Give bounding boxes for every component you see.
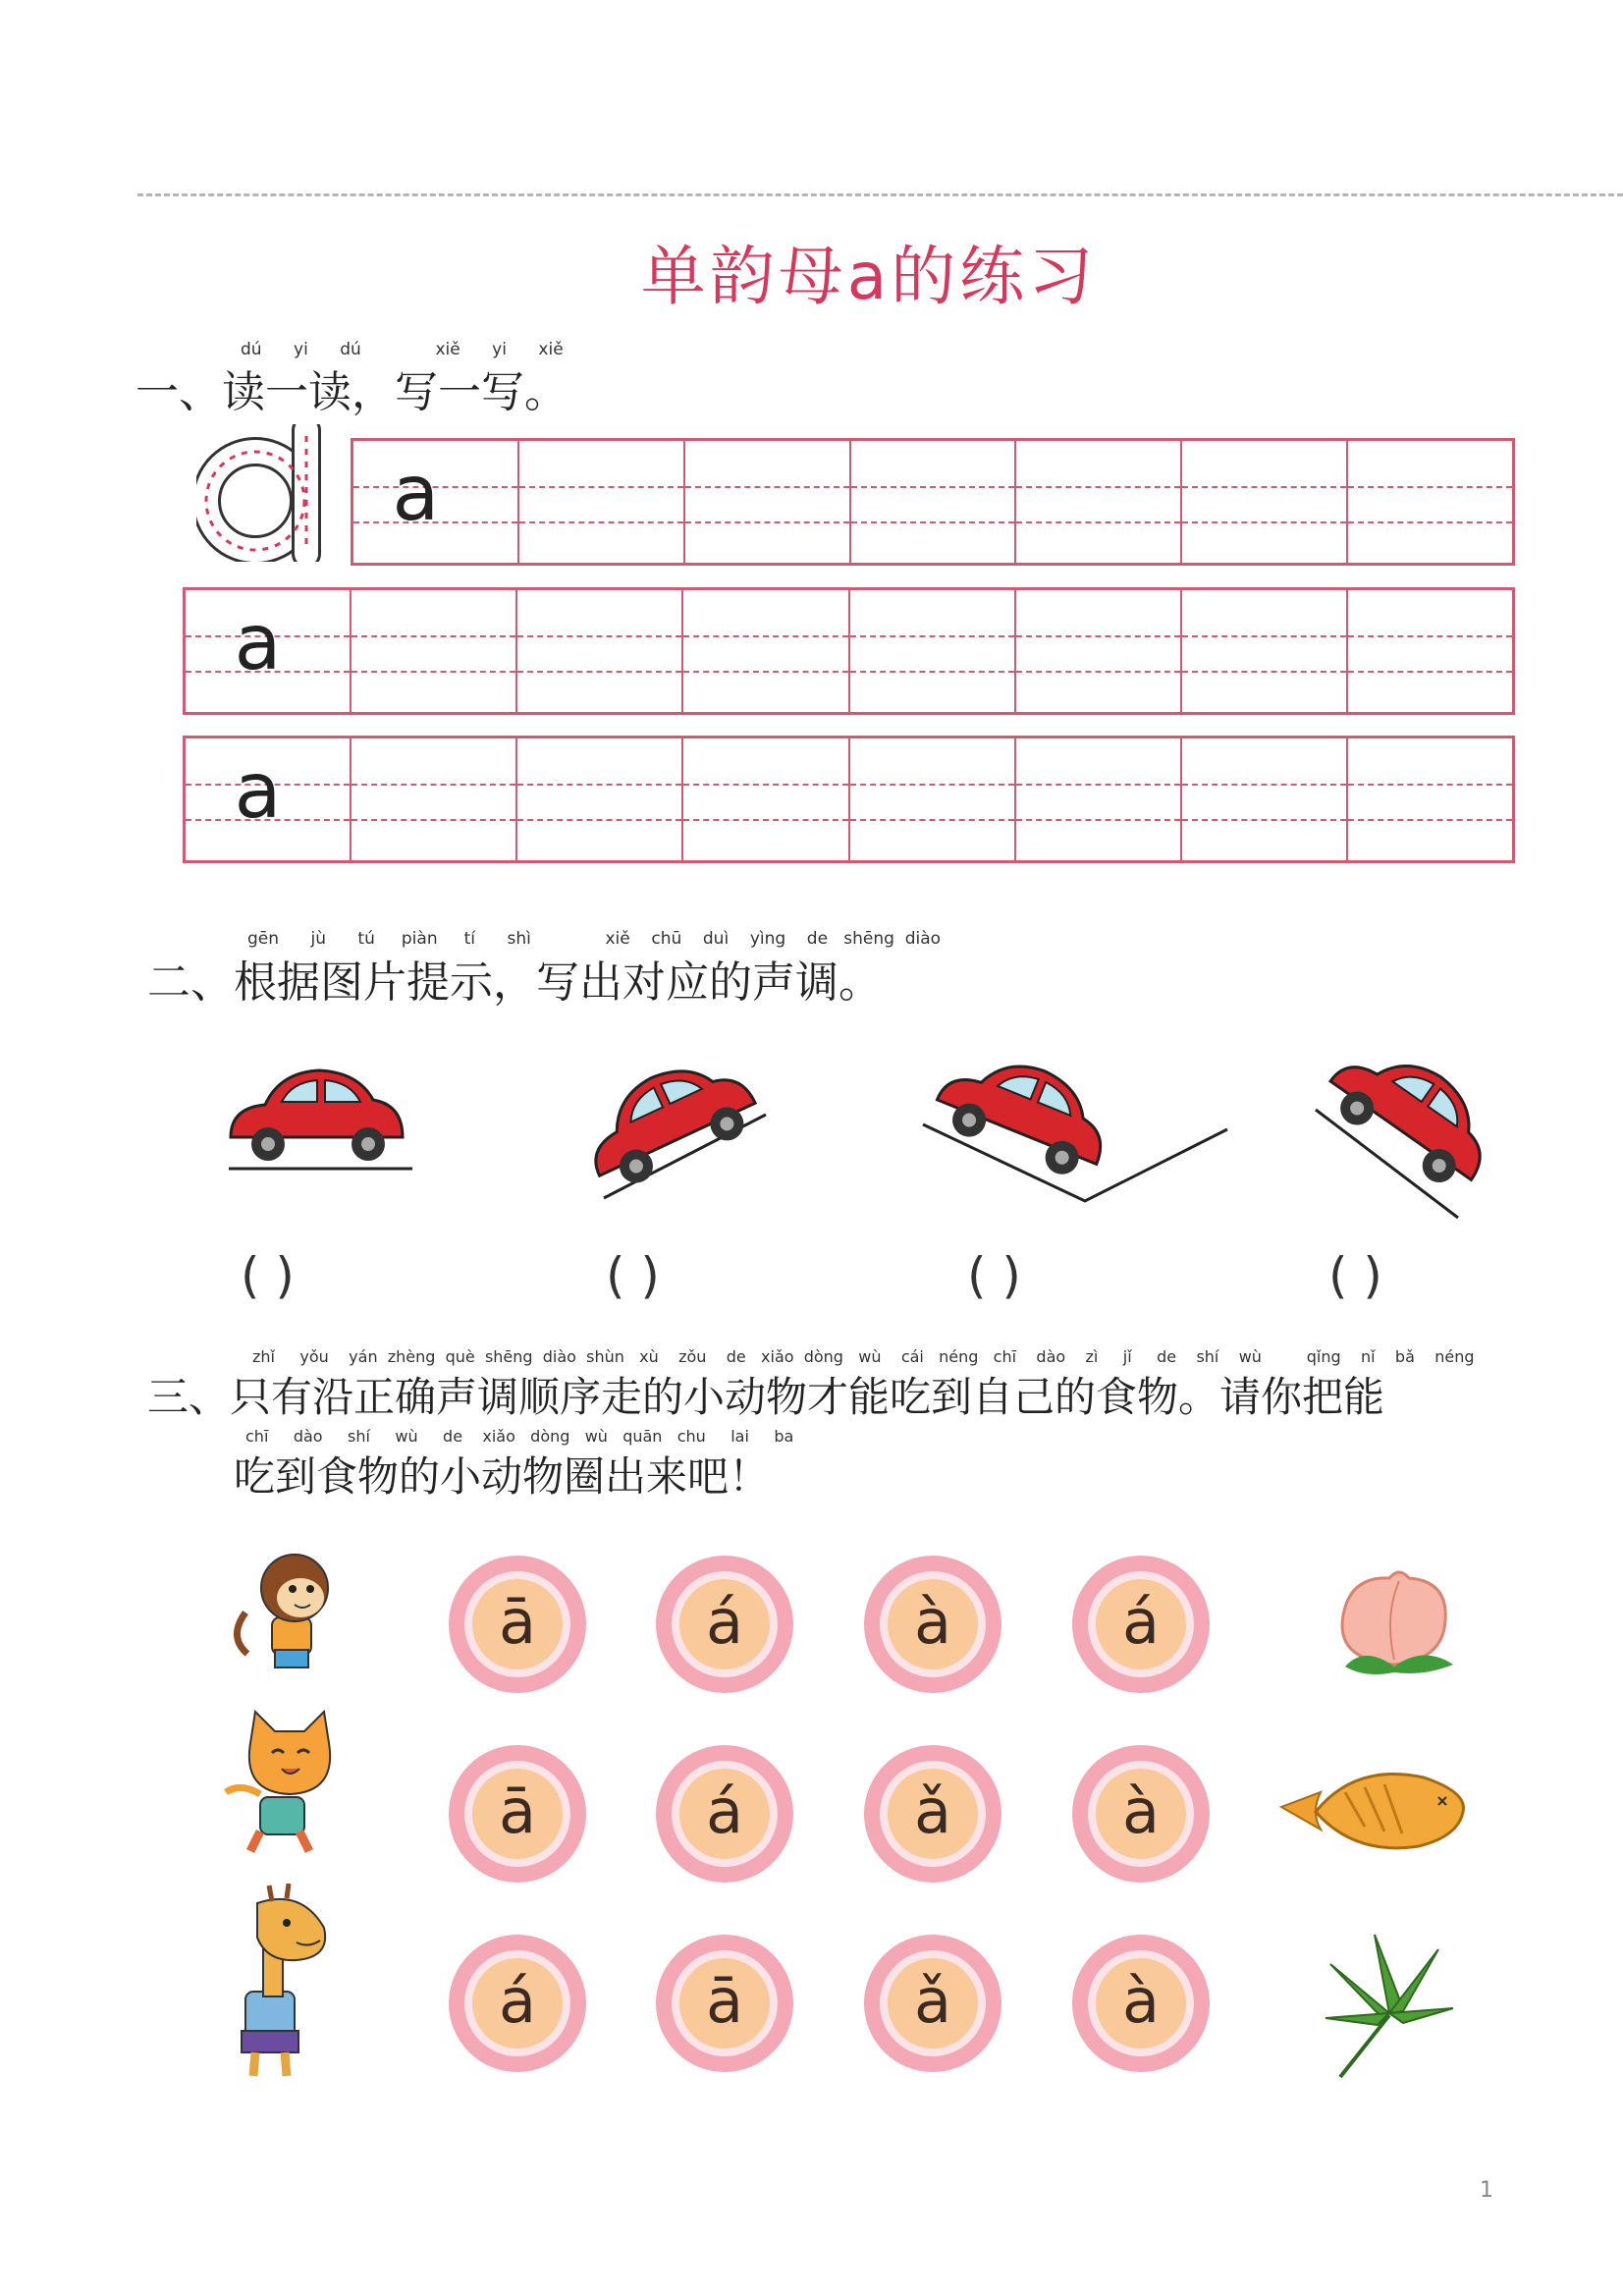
monkey-icon[interactable] — [228, 1544, 355, 1676]
pinyin: zì — [1085, 1347, 1099, 1366]
writing-grid-row-2 — [183, 587, 1515, 715]
tone-label: á — [706, 1776, 743, 1847]
writing-cell[interactable] — [1182, 590, 1348, 712]
section3-heading-line1: 三、只有沿正确声调顺序走的小动物才能吃到自己的食物。请你把能 — [147, 1373, 1385, 1421]
tone-label: ā — [499, 1586, 536, 1658]
car-flat-tone1 — [221, 1051, 417, 1178]
pinyin-du: dú — [340, 340, 361, 359]
pinyin: de — [806, 929, 829, 949]
top-dashed-divider — [137, 193, 1623, 196]
pinyin: zǒu — [678, 1347, 707, 1366]
pinyin: dòng — [803, 1347, 843, 1366]
pinyin: tí — [463, 929, 476, 949]
writing-cell[interactable] — [1182, 738, 1348, 860]
tone-label: á — [499, 1965, 536, 2037]
pinyin: shí — [348, 1427, 370, 1446]
tone-label: á — [706, 1586, 743, 1658]
writing-cell[interactable] — [1182, 441, 1348, 563]
pinyin: tú — [357, 929, 375, 949]
pinyin: wù — [395, 1427, 418, 1446]
writing-cell[interactable] — [353, 441, 519, 563]
model-letter-a: a — [234, 599, 282, 687]
writing-cell[interactable] — [1016, 590, 1182, 712]
writing-cell[interactable] — [352, 590, 517, 712]
pinyin: duì — [702, 929, 730, 949]
pinyin: dào — [1036, 1347, 1066, 1366]
answer-blank-2[interactable]: ( ) — [606, 1247, 660, 1304]
cat-icon[interactable] — [221, 1704, 358, 1861]
pinyin: néng — [1434, 1347, 1475, 1366]
answer-blank-3[interactable]: ( ) — [967, 1247, 1021, 1304]
pinyin: dòng — [530, 1427, 570, 1446]
pinyin: shēng — [843, 929, 894, 949]
section2-pinyin — [247, 929, 941, 949]
pinyin: ba — [774, 1427, 794, 1446]
giraffe-icon[interactable] — [228, 1884, 355, 2080]
writing-grid-row-1 — [351, 438, 1515, 566]
pinyin: wù — [584, 1427, 608, 1446]
pinyin: de — [443, 1427, 463, 1446]
pinyin: zhèng — [387, 1347, 436, 1366]
pinyin: chū — [651, 929, 682, 949]
pinyin: shùn — [586, 1347, 624, 1366]
pinyin: lai — [730, 1427, 749, 1446]
model-letter-a: a — [392, 450, 440, 538]
pinyin: quān — [622, 1427, 663, 1446]
peach-icon — [1325, 1557, 1463, 1689]
answer-blank-4[interactable]: ( ) — [1328, 1247, 1382, 1304]
pinyin: bǎ — [1394, 1347, 1415, 1366]
tone-label: ā — [499, 1776, 536, 1847]
writing-cell[interactable] — [517, 738, 683, 860]
section3-pinyin-line2 — [245, 1427, 793, 1446]
answer-blank-1[interactable]: ( ) — [241, 1247, 295, 1304]
pinyin: jù — [310, 929, 326, 949]
tone-label: ā — [706, 1965, 743, 2037]
writing-cell[interactable] — [683, 590, 849, 712]
pinyin: yán — [349, 1347, 378, 1366]
writing-cell[interactable] — [850, 590, 1016, 712]
writing-cell[interactable] — [1348, 738, 1512, 860]
writing-cell[interactable] — [186, 738, 352, 860]
pinyin: shēng — [484, 1347, 533, 1366]
pinyin: diào — [904, 929, 942, 949]
pinyin: chī — [245, 1427, 269, 1446]
pinyin-yi: yi — [492, 340, 507, 359]
tone-label: ǎ — [914, 1965, 951, 2037]
section2-heading: 二、根据图片提示，写出对应的声调。 — [147, 957, 882, 1008]
pinyin-xie: xiě — [435, 340, 460, 359]
tone-label: ǎ — [914, 1776, 951, 1847]
writing-cell[interactable] — [1016, 738, 1182, 860]
writing-cell[interactable] — [851, 441, 1017, 563]
car-dip-tone3 — [913, 1036, 1237, 1213]
pinyin: chī — [993, 1347, 1017, 1366]
writing-grid-row-3 — [183, 736, 1515, 863]
tone-label: á — [1122, 1586, 1160, 1658]
pinyin: cái — [900, 1347, 924, 1366]
writing-cell[interactable] — [186, 590, 352, 712]
writing-cell[interactable] — [683, 738, 849, 860]
pinyin: zhǐ — [252, 1347, 275, 1366]
pinyin: nǐ — [1360, 1347, 1376, 1366]
section1-heading: 一、读一读，写一写。 — [135, 367, 568, 417]
pinyin-du: dú — [241, 340, 262, 359]
writing-cell[interactable] — [1016, 441, 1182, 563]
pinyin: què — [445, 1347, 475, 1366]
writing-cell[interactable] — [850, 738, 1016, 860]
section3-pinyin-line1 — [252, 1347, 1475, 1366]
pinyin: wù — [1238, 1347, 1262, 1366]
pinyin: néng — [939, 1347, 979, 1366]
pinyin: jǐ — [1122, 1347, 1132, 1366]
writing-cell[interactable] — [352, 738, 517, 860]
pinyin: xù — [639, 1347, 659, 1366]
tone-label: à — [914, 1586, 951, 1658]
fish-icon — [1276, 1753, 1473, 1871]
page-title: 单韵母a的练习 — [640, 239, 1098, 314]
section3-heading-line2: 吃到食物的小动物圈出来吧！ — [234, 1452, 771, 1501]
leaf-icon — [1321, 1925, 1458, 2082]
pinyin: xiǎo — [761, 1347, 794, 1366]
pinyin: chu — [676, 1427, 706, 1446]
pinyin: diào — [542, 1347, 576, 1366]
writing-cell[interactable] — [1348, 590, 1512, 712]
writing-cell[interactable] — [685, 441, 851, 563]
writing-cell[interactable] — [1348, 441, 1512, 563]
tone-label: à — [1122, 1965, 1160, 2037]
writing-cell[interactable] — [519, 441, 685, 563]
car-falling-tone4 — [1311, 1036, 1507, 1223]
pinyin: de — [726, 1347, 746, 1366]
pinyin: wù — [858, 1347, 882, 1366]
pinyin: xiě — [605, 929, 630, 949]
pinyin: shí — [1196, 1347, 1219, 1366]
pinyin-xie: xiě — [538, 340, 564, 359]
pinyin: xiǎo — [482, 1427, 515, 1446]
pinyin-yi: yi — [294, 340, 308, 359]
pinyin: dào — [293, 1427, 323, 1446]
tone-label: à — [1122, 1776, 1160, 1847]
pinyin: yìng — [749, 929, 786, 949]
model-letter-a: a — [234, 747, 282, 836]
writing-cell[interactable] — [517, 590, 683, 712]
pinyin: shì — [507, 929, 531, 949]
car-rising-tone2 — [569, 1036, 776, 1203]
pinyin: de — [1157, 1347, 1177, 1366]
page-number: 1 — [1480, 2178, 1493, 2203]
pinyin: qǐng — [1306, 1347, 1341, 1366]
stroke-order-letter-a — [196, 424, 329, 562]
pinyin: yǒu — [299, 1347, 329, 1366]
pinyin: piàn — [401, 929, 438, 949]
pinyin: gēn — [247, 929, 280, 949]
